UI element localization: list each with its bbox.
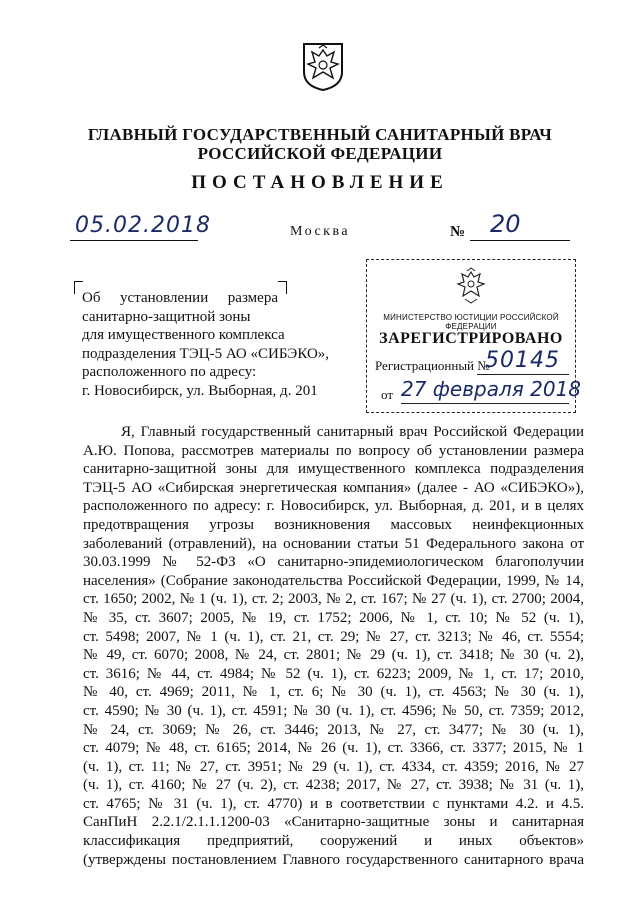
body-line: ст. 4079; № 48, ст. 6165; 2014, № 26 (ч. 1), ст. 3366, ст. 3377; 2015, № 1 bbox=[83, 740, 584, 757]
body-line: СанПиН 2.2.1/2.1.1.1200-03 «Санитарно-защитные зоны и санитарная bbox=[83, 814, 584, 831]
body-line: населения» (Собрание законодательства Российской Федерации, 1999, № 14, bbox=[83, 572, 584, 589]
body-line: ТЭЦ-5 АО «Сибирская энергетическая компания» (далее - АО «СИБЭКО»), bbox=[83, 479, 584, 496]
stamp-date-label: от bbox=[381, 387, 394, 402]
body-line: предотвращения угрозы возникновения массовых неинфекционных bbox=[83, 516, 584, 533]
body-line: ст. 4765; № 31 (ч. 1), ст. 4770) и в соответствии с пунктами 4.2. и 4.5. bbox=[83, 795, 584, 812]
body-line: А.Ю. Попова, рассмотрев материалы по вопросу об установлении размера bbox=[83, 442, 584, 459]
document-subject bbox=[82, 289, 344, 401]
stamp-date: 27 февраля 2018 bbox=[401, 377, 582, 401]
subject-line: г. Новосибирск, ул. Выборная, д. 201 bbox=[82, 382, 318, 399]
issuer-title-line2: РОССИЙСКОЙ ФЕДЕРАЦИИ bbox=[197, 144, 443, 163]
body-line: (ч. 1), ст. 11; № 27, ст. 3951; № 29 (ч. 1), ст. 4334, ст. 4359; 2016, № 27 bbox=[83, 758, 584, 775]
body-line: санитарно-защитной зоны для имущественного комплекса подразделения bbox=[83, 461, 584, 478]
subject-line: Об установлении размера bbox=[82, 290, 278, 306]
number-label: № bbox=[450, 224, 466, 240]
stamp-reg-number-label: Регистрационный № bbox=[375, 358, 490, 373]
body-line: ст. 3616; № 44, ст. 4984; № 52 (ч. 1), ст. 6223; 2009, № 1, ст. 17; 2010, bbox=[83, 665, 584, 682]
document-city: Москва bbox=[290, 224, 351, 239]
registration-stamp bbox=[366, 259, 582, 413]
body-line: Я, Главный государственный санитарный врач Российской Федерации bbox=[121, 424, 584, 440]
document-date: 05.02.2018 bbox=[75, 213, 211, 238]
body-line: ст. 1650; 2002, № 1 (ч. 1), ст. 2; 2003, № 2, ст. 167; № 27 (ч. 1), ст. 2700; 2004, bbox=[83, 591, 584, 608]
body-line: ст. 5498; 2007, № 1 (ч. 1), ст. 21, ст. 29; № 27, ст. 3213; № 46, ст. 5554; bbox=[83, 628, 584, 645]
stamp-registered: ЗАРЕГИСТРИРОВАНО bbox=[379, 330, 563, 347]
body-line: (ч. 1), ст. 4160; № 27 (ч. 2), ст. 4238; 2017, № 27, ст. 3938; № 31 (ч. 1), bbox=[83, 777, 584, 794]
number-underline bbox=[470, 240, 570, 241]
stamp-ministry: МИНИСТЕРСТВО ЮСТИЦИИ РОССИЙСКОЙ ФЕДЕРАЦИИ bbox=[383, 313, 559, 331]
state-emblem-icon bbox=[300, 40, 346, 92]
subject-line: подразделения ТЭЦ-5 АО «СИБЭКО», bbox=[82, 345, 330, 362]
date-underline bbox=[70, 240, 198, 241]
subject-line: расположенного по адресу: bbox=[82, 364, 257, 381]
body-line: ст. 4590; № 30 (ч. 1), ст. 4591; № 30 (ч. 1), ст. 4596; № 50, ст. 7359; 2012, bbox=[83, 702, 584, 719]
subject-line: санитарно-защитной зоны bbox=[82, 308, 251, 325]
body-line: классификация предприятий, сооружений и иных объектов» bbox=[83, 833, 584, 850]
stamp-emblem-icon bbox=[453, 266, 489, 306]
document-type: ПОСТАНОВЛЕНИЕ bbox=[191, 172, 449, 193]
issuer-title-line1: ГЛАВНЫЙ ГОСУДАРСТВЕННЫЙ САНИТАРНЫЙ ВРАЧ bbox=[87, 125, 553, 144]
body-line: расположенного по адресу: г. Новосибирск, ул. Выборная, д. 201, и в целях bbox=[83, 498, 584, 515]
body-line: № 40, ст. 4969; 2011, № 1, ст. 6; № 30 (ч. 1), ст. 4563; № 30 (ч. 1), bbox=[83, 684, 584, 701]
body-line: № 49, ст. 6070; 2008, № 24, ст. 2801; № 29 (ч. 1), ст. 3418; № 30 (ч. 2), bbox=[83, 647, 584, 664]
body-line: № 24, ст. 3069; № 26, ст. 3446; 2013, № 27, ст. 3477; № 30 (ч. 1), bbox=[83, 721, 584, 738]
body-line: заболеваний (отравлений), на основании статьи 51 Федерального закона от bbox=[83, 535, 584, 552]
body-line: № 35, ст. 3607; 2005, № 19, ст. 1752; 2006, № 1, ст. 10; № 52 (ч. 1), bbox=[83, 609, 584, 626]
stamp-date-underline bbox=[401, 403, 569, 404]
subject-line: для имущественного комплекса bbox=[82, 327, 285, 344]
body-line: 30.03.1999 № 52-ФЗ «О санитарно-эпидемиологическом благополучии bbox=[83, 554, 584, 571]
document-number: 20 bbox=[490, 210, 521, 238]
body-line: (утверждены постановлением Главного государственного санитарного врача bbox=[83, 851, 584, 868]
stamp-number-underline bbox=[477, 374, 569, 375]
stamp-reg-number: 50145 bbox=[485, 348, 560, 373]
document-body bbox=[83, 423, 584, 869]
